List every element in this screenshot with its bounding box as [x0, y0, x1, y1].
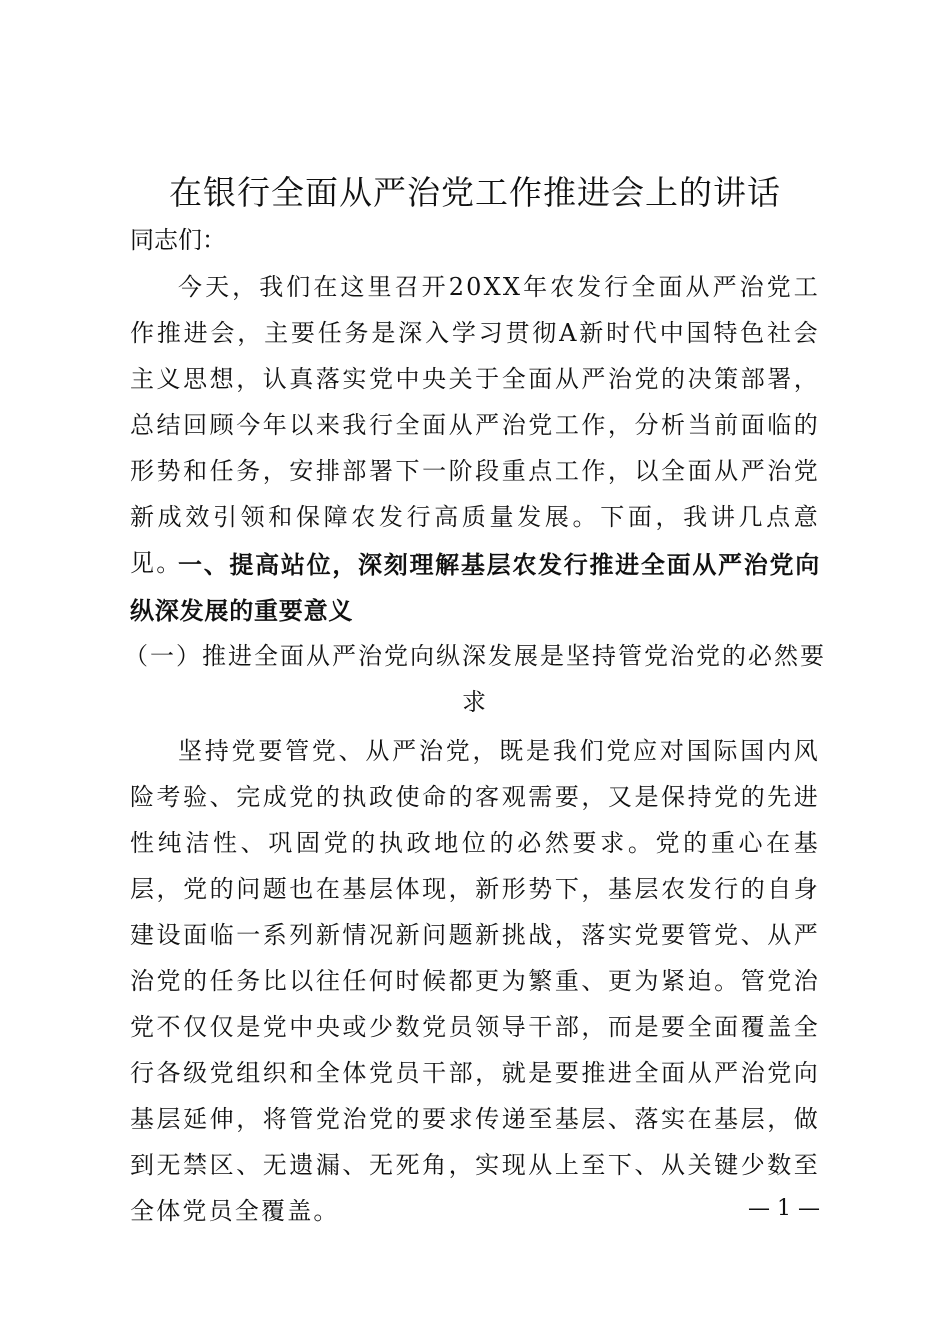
- page-number: — 1 —: [748, 1196, 820, 1221]
- body-paragraph: 坚持党要管党、从严治党，既是我们党应对国际国内风险考验、完成党的执政使命的客观需要，又是保持党的先进性纯洁性、巩固党的执政地位的必然要求。党的重心在基层，党的问题也在基层体现，新形势下，基层农发行的自身建设面临一系列新情况新问题新挑战，落实党要管党、从严治党的任务比以往任何时候都更为繁重、更为紧迫。管党治党不仅仅是党中央或少数党员领导干部，而是要全面覆盖全行各级党组织和全体党员干部，就是要推进全面从严治党向基层延伸，将管党治党的要求传递至基层、落实在基层，做到无禁区、无遗漏、无死角，实现从上至下、从关键少数至全体党员全覆盖。: [130, 737, 820, 1225]
- section-heading: 一、提高站位，深刻理解基层农发行推进全面从严治党向纵深发展的重要意义: [130, 551, 820, 625]
- document-title: 在银行全面从严治党工作推进会上的讲话: [169, 173, 781, 212]
- subsection-heading: （一）推进全面从严治党向纵深发展是坚持管党治党的必然要求: [124, 642, 826, 716]
- salutation: 同志们：: [130, 226, 226, 254]
- intro-paragraph: 今天，我们在这里召开20XX年农发行全面从严治党工作推进会，主要任务是深入学习贯彻A新时代中国特色社会主义思想，认真落实党中央关于全面从严治党的决策部署，总结回顾今年以来我行全面从严治党工作，分析当前面临的形势和任务，安排部署下一阶段重点工作，以全面从严治党新成效引领和保障农发行高质量发展。下面，我讲几点意见。: [130, 273, 820, 577]
